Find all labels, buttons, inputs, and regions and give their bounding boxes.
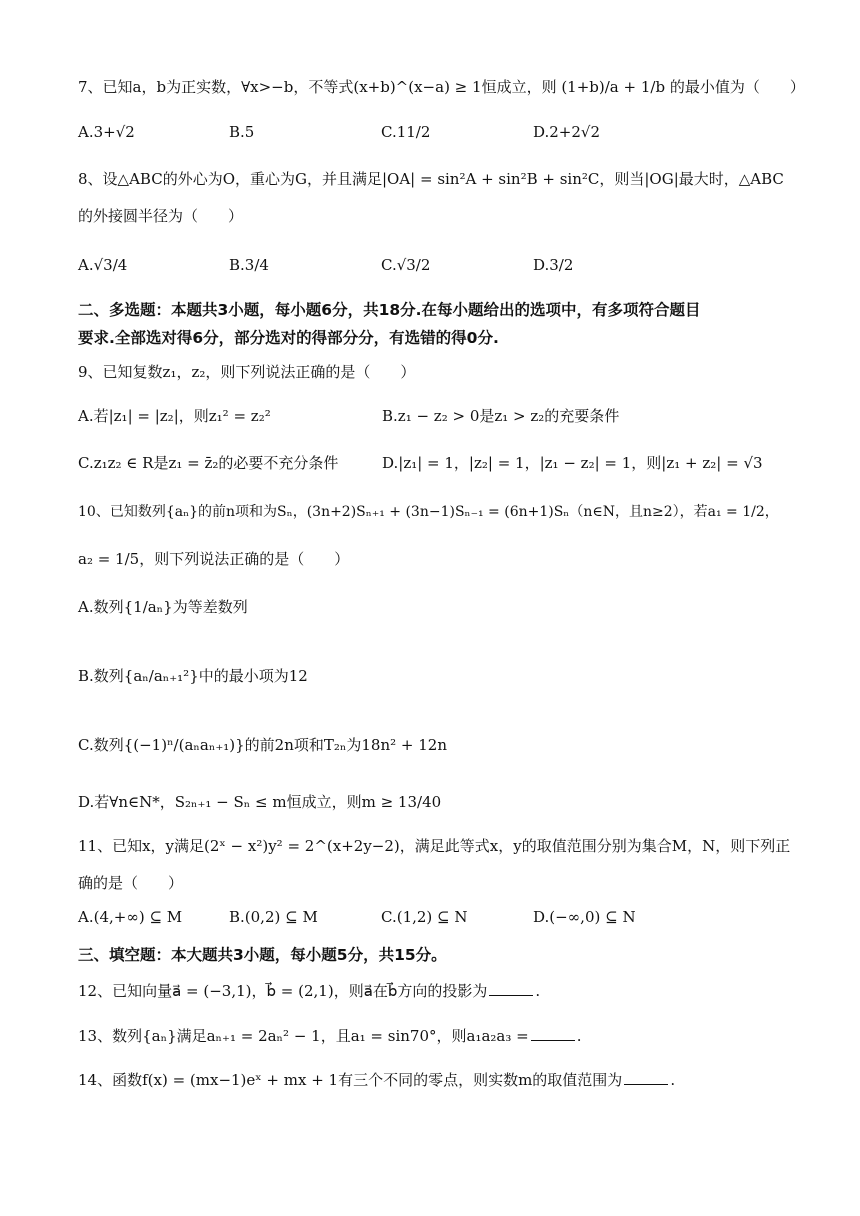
question-7-stem: 7、已知a，b为正实数，∀x>−b，不等式(x+b)^(x−a) ≥ 1恒成立，则 (1+b)/a + 1/b 的最小值为（ ） — [78, 78, 805, 96]
question-13-text: 13、数列{aₙ}满足aₙ₊₁ = 2aₙ² − 1，且a₁ = sin70°，则a₁a₂a₃ = — [78, 1027, 529, 1045]
question-8-stem-line1: 8、设△ABC的外心为O，重心为G，并且满足|OA| = sin²A + sin²B + sin²C，则当|OG|最大时，△ABC — [78, 170, 784, 188]
q11-option-b: B.(0,2) ⊆ M — [229, 908, 318, 926]
q9-option-b: B.z₁ − z₂ > 0是z₁ > z₂的充要条件 — [382, 407, 620, 425]
q8-option-c: C.√3/2 — [381, 256, 431, 274]
question-10-stem-line1: 10、已知数列{aₙ}的前n项和为Sₙ，(3n+2)Sₙ₊₁ + (3n−1)Sₙ₋₁ = (6n+1)Sₙ（n∈N，且n≥2），若a₁ = 1/2， — [78, 504, 779, 520]
q10-option-b: B.数列{aₙ/aₙ₊₁²}中的最小项为12 — [78, 667, 308, 685]
question-13 — [78, 1025, 582, 1047]
section-3-heading: 三、填空题：本大题共3小题，每小题5分，共15分。 — [78, 946, 447, 964]
question-11-stem-line2: 确的是（ ） — [78, 874, 184, 892]
q7-option-d: D.2+2√2 — [533, 123, 601, 141]
q8-option-b: B.3/4 — [229, 256, 269, 274]
q9-option-a: A.若|z₁| = |z₂|，则z₁² = z₂² — [78, 407, 271, 425]
answer-blank[interactable] — [624, 1070, 668, 1085]
q9-option-c: C.z₁z₂ ∈ R是z₁ = z̄₂的必要不充分条件 — [78, 454, 339, 472]
q11-option-c: C.(1,2) ⊆ N — [381, 908, 468, 926]
q11-option-a: A.(4,+∞) ⊆ M — [78, 908, 183, 926]
q7-option-b: B.5 — [229, 123, 255, 141]
section-2-heading-line1: 二、多选题：本题共3小题，每小题6分，共18分.在每小题给出的选项中，有多项符合题目 — [78, 301, 701, 319]
question-12-end: . — [535, 982, 541, 1000]
question-14-text: 14、函数f(x) = (mx−1)eˣ + mx + 1有三个不同的零点，则实数m的取值范围为 — [78, 1071, 623, 1089]
question-8-stem-line2: 的外接圆半径为（ ） — [78, 207, 244, 225]
question-14 — [78, 1069, 675, 1091]
q9-option-d: D.|z₁| = 1，|z₂| = 1，|z₁ − z₂| = 1，则|z₁ + z₂| = √3 — [382, 454, 763, 472]
question-12-text: 12、已知向量a⃗ = (−3,1)，b⃗ = (2,1)，则a⃗在b⃗方向的投影为 — [78, 982, 488, 1000]
q10-option-a: A.数列{1/aₙ}为等差数列 — [78, 598, 248, 616]
question-10-stem-line2: a₂ = 1/5，则下列说法正确的是（ ） — [78, 550, 350, 568]
section-2-heading-line2: 要求.全部选对得6分，部分选对的得部分分，有选错的得0分. — [78, 329, 499, 347]
question-13-end: . — [576, 1027, 582, 1045]
q7-option-c: C.11/2 — [381, 123, 431, 141]
q10-option-d: D.若∀n∈N*，S₂ₙ₊₁ − Sₙ ≤ m恒成立，则m ≥ 13/40 — [78, 793, 442, 811]
q8-option-a: A.√3/4 — [78, 256, 128, 274]
answer-blank[interactable] — [489, 981, 533, 996]
q7-option-a: A.3+√2 — [78, 123, 135, 141]
q8-option-d: D.3/2 — [533, 256, 574, 274]
question-9-stem: 9、已知复数z₁，z₂，则下列说法正确的是（ ） — [78, 363, 416, 381]
question-14-end: . — [670, 1071, 676, 1089]
q11-option-d: D.(−∞,0) ⊆ N — [533, 908, 636, 926]
answer-blank[interactable] — [531, 1026, 575, 1041]
question-11-stem-line1: 11、已知x，y满足(2ˣ − x²)y² = 2^(x+2y−2)，满足此等式x，y的取值范围分别为集合M，N，则下列正 — [78, 837, 791, 855]
question-12 — [78, 980, 540, 1002]
q10-option-c: C.数列{(−1)ⁿ/(aₙaₙ₊₁)}的前2n项和T₂ₙ为18n² + 12n — [78, 736, 447, 754]
